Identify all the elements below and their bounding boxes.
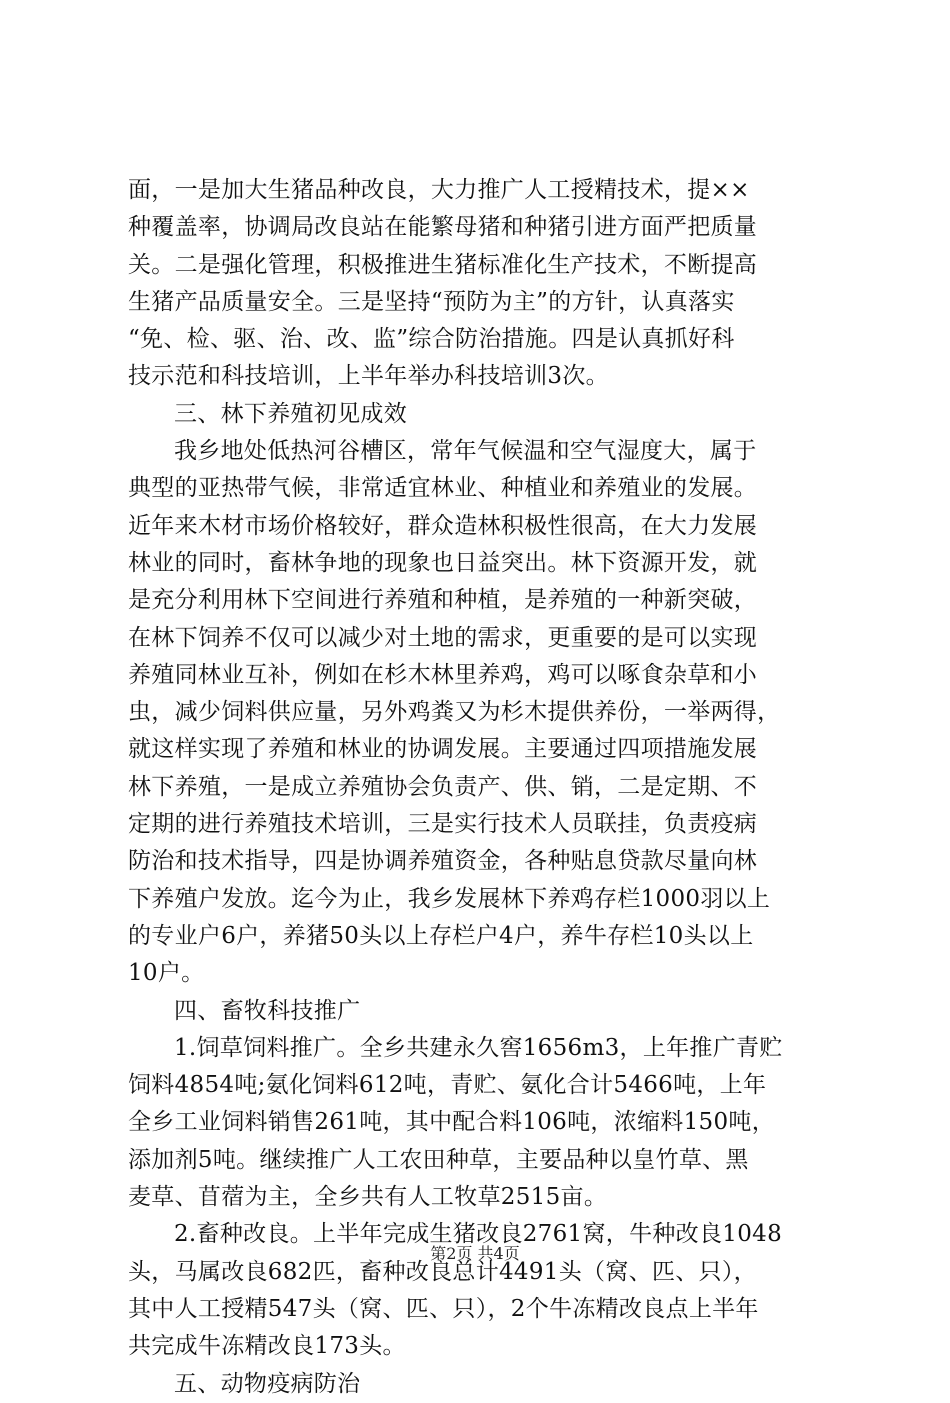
text-line: 技示范和科技培训，上半年举办科技培训3次。 — [128, 363, 609, 390]
text-line: 林下养殖，一是成立养殖协会负责产、供、销，二是定期、不 — [128, 773, 758, 800]
text-line: 种覆盖率，协调局改良站在能繁母猪和种猪引进方面严把质量 — [128, 214, 758, 241]
text-line: 头，马属改良682匹，畜种改良总计4491头（窝、匹、只）， — [128, 1258, 757, 1285]
text-line: 关。二是强化管理，积极推进生猪标准化生产技术，不断提高 — [128, 251, 758, 278]
text-line: 在林下饲养不仅可以减少对土地的需求，更重要的是可以实现 — [128, 624, 758, 651]
text-line: 就这样实现了养殖和林业的协调发展。主要通过四项措施发展 — [128, 736, 758, 763]
text-line: 养殖同林业互补，例如在杉木林里养鸡，鸡可以啄食杂草和小 — [128, 661, 758, 688]
text-line: 麦草、苜蓿为主，全乡共有人工牧草2515亩。 — [128, 1184, 608, 1211]
text-line: 2.畜种改良。上半年完成生猪改良2761窝，牛种改良1048 — [174, 1221, 783, 1248]
text-line: 饲料4854吨;氨化饲料612吨，青贮、氨化合计5466吨，上年 — [128, 1072, 767, 1099]
text-line: 四、畜牧科技推广 — [174, 997, 361, 1024]
text-line: “免、检、驱、治、改、监”综合防治措施。四是认真抓好科 — [128, 326, 735, 353]
text-line: 防治和技术指导，四是协调养殖资金，各种贴息贷款尽量向林 — [128, 848, 758, 875]
text-line: 近年来木材市场价格较好，群众造林积极性很高，在大力发展 — [128, 512, 758, 539]
document-body — [128, 172, 828, 1403]
text-line: 三、林下养殖初见成效 — [174, 400, 407, 427]
page-footer: 第2页 共4页 — [430, 1244, 520, 1263]
text-line: 全乡工业饲料销售261吨，其中配合料106吨，浓缩料150吨， — [128, 1109, 775, 1136]
text-line: 其中人工授精547头（窝、匹、只），2个牛冻精改良点上半年 — [128, 1295, 759, 1322]
text-line: 典型的亚热带气候，非常适宜林业、种植业和养殖业的发展。 — [128, 475, 758, 502]
text-line: 面，一是加大生猪品种改良，大力推广人工授精技术，提×× — [128, 177, 750, 203]
text-line: 10户。 — [128, 960, 205, 987]
text-line: 虫，减少饲料供应量，另外鸡粪又为杉木提供养份，一举两得， — [128, 699, 781, 726]
text-line: 下养殖户发放。迄今为止，我乡发展林下养鸡存栏1000羽以上 — [128, 885, 771, 912]
text-line: 林业的同时，畜林争地的现象也日益突出。林下资源开发，就 — [128, 549, 758, 576]
text-line: 生猪产品质量安全。三是坚持“预防为主”的方针，认真落实 — [128, 288, 735, 315]
text-line: 五、动物疫病防治 — [174, 1370, 361, 1397]
text-line: 我乡地处低热河谷槽区，常年气候温和空气湿度大，属于 — [174, 438, 757, 465]
text-line: 是充分利用林下空间进行养殖和种植，是养殖的一种新突破， — [128, 587, 758, 614]
text-line: 共完成牛冻精改良173头。 — [128, 1333, 406, 1360]
text-line: 定期的进行养殖技术培训，三是实行技术人员联挂，负责疫病 — [128, 811, 758, 838]
text-line: 添加剂5吨。继续推广人工农田种草，主要品种以皇竹草、黑 — [128, 1146, 749, 1173]
text-line: 的专业户6户，养猪50头以上存栏户4户，养牛存栏10头以上 — [128, 922, 754, 949]
text-line: 1.饲草饲料推广。全乡共建永久窖1656m3，上年推广青贮 — [174, 1034, 783, 1061]
